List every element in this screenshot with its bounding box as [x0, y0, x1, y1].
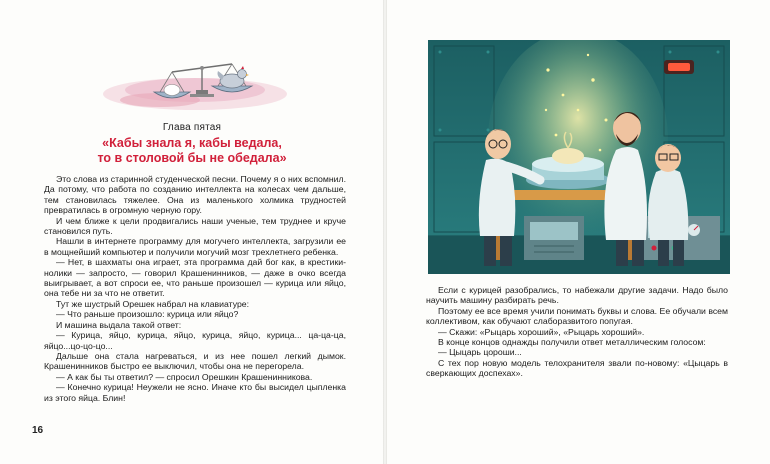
chapter-title [0, 136, 384, 166]
paragraph: — Нет, в шахматы она играет, эта программа дай бог как, в крестики-нолики — запросто, — говорил Крашенинников, — даже в очко всегда выигрывает, а вот спроси ее, что раньше произошел — курица или яйцо, она тебе ни за что не ответит. [44, 257, 346, 299]
chapter-title-line2: то в столовой бы не обедала» [97, 151, 287, 165]
paragraph: Это слова из старинной студенческой песни. Почему я о них вспомнил. Да потому, что работа по созданию интеллекта на колесах чем дальше, тем становилась тяжелее. Она из маленького холмика трудностей превратилась в огромную черную гору. [44, 174, 346, 216]
paragraph: Тут же шустрый Орешек набрал на клавиатуре: [56, 298, 250, 309]
page-gutter [383, 0, 387, 464]
paragraph: С тех пор новую модель телохранителя звали по-новому: «Цыцарь в сверкающих доспехах». [426, 357, 728, 379]
paragraph: — Что раньше произошло: курица или яйцо? [56, 309, 239, 320]
paragraph: — Цыцарь цороши... [438, 347, 522, 358]
paragraph: И машина выдала такой ответ: [56, 319, 182, 330]
chapter-label: Глава пятая [162, 122, 222, 133]
paragraph: Если с курицей разобрались, то набежали другие задачи. Надо было научить машину разбирать речь. [426, 285, 728, 306]
left-body-text [44, 174, 346, 403]
page-number: 16 [32, 425, 44, 436]
paragraph: И чем ближе к цели продвигались наши ученые, тем труднее и круче становился путь. [44, 215, 346, 237]
lab-illustration [428, 40, 730, 274]
paragraph: — А как бы ты ответил? — спросил Орешкин Крашенинникова. [56, 371, 313, 382]
paragraph: — Конечно курица! Неужели не ясно. Иначе кто бы высидел цыпленка из этого яйца. Блин! [44, 382, 346, 403]
paragraph: — Курица, яйцо, курица, яйцо, курица, яйцо, курица... ца-ца-ца, яйцо...цо-цо-цо... [44, 330, 346, 351]
paragraph: Дальше она стала нагреваться, и из нее пошел легкий дымок. Крашенинников быстро ее выключил, чтобы она не перегорела. [44, 350, 346, 372]
paragraph: Нашли в интернете программу для могучего интеллекта, загрузили ее в мощнейший компьютер и получили могучий мозг трехлетнего ребенка. [44, 236, 346, 257]
chapter-title-line1: «Кабы знала я, кабы ведала, [102, 136, 282, 150]
scales-egg-chicken-icon [100, 50, 290, 114]
paragraph: Поэтому ее все время учили понимать буквы и слова. Ее обучали всем коллективом, как обучают слаборазвитого попугая. [426, 305, 728, 327]
paragraph: — Скажи: «Рыцарь хороший», «Рыцарь хороший». [438, 326, 645, 337]
right-body-text [426, 285, 728, 379]
paragraph: В конце концов однажды получили ответ металлическим голосом: [438, 337, 706, 348]
